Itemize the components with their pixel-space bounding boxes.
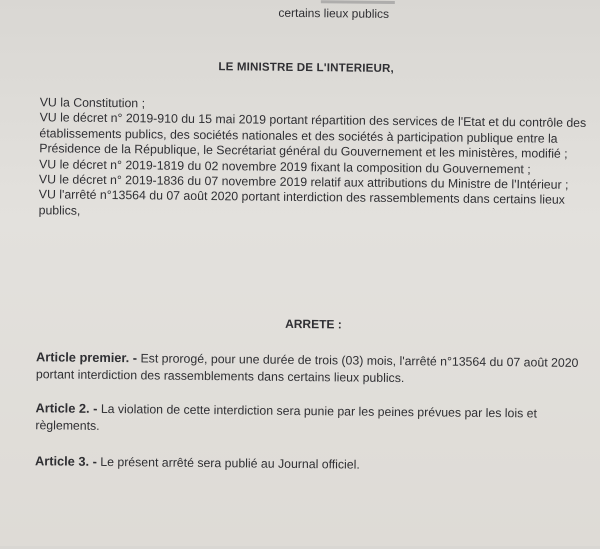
article-label: Article 2. - — [35, 400, 98, 416]
decision-heading — [0, 314, 600, 334]
issuer-title — [2, 59, 600, 77]
visa-constitution: VU la Constitution ; — [39, 95, 146, 111]
article-text: Le présent arrêté sera publié au Journal officiel. — [96, 454, 360, 472]
visa-decree-2019-910: VU le décret n° 2019-910 du 15 mai 2019 portant répartition des services de l'Etat et du contrôle des établissements publics, des sociétés nationales et des sociétés à participation publique entre la Présidence de la République, le Secrétariat général du Gouvernement et les ministères, modifié ; — [39, 110, 587, 162]
article-premier — [36, 348, 588, 389]
article-2 — [35, 399, 587, 440]
cut-off-text-line — [321, 0, 395, 4]
visa-arrete-13564: VU l'arrêté n°13564 du 07 août 2020 portant interdiction des rassemblements dans certains lieux publics, — [38, 187, 565, 218]
decision-heading-text: ARRETE : — [285, 316, 342, 332]
subject-text: certains lieux publics — [278, 5, 390, 21]
visa-decree-2019-1819: VU le décret n° 2019-1819 du 02 novembre 2019 fixant la composition du Gouvernement ; — [39, 156, 531, 177]
article-text: Est prorogé, pour une durée de trois (03) mois, l'arrêté n°13564 du 07 août 2020 portant interdiction des rassemblements dans certains lieux publics. — [35, 351, 579, 386]
article-label: Article premier. - — [36, 349, 138, 366]
decree-subject-fragment — [3, 3, 600, 23]
visa-decree-2019-1836: VU le décret n° 2019-1836 du 07 novembre 2019 relatif aux attributions du Ministre de l'Intérieur ; — [38, 172, 569, 192]
issuer-title-text: LE MINISTRE DE L'INTERIEUR, — [218, 61, 394, 75]
visa-list — [39, 95, 588, 224]
article-label: Article 3. - — [34, 453, 97, 469]
article-text: La violation de cette interdiction sera punie par les peines prévues par les lois et règlements. — [35, 401, 538, 433]
article-3 — [35, 452, 587, 476]
